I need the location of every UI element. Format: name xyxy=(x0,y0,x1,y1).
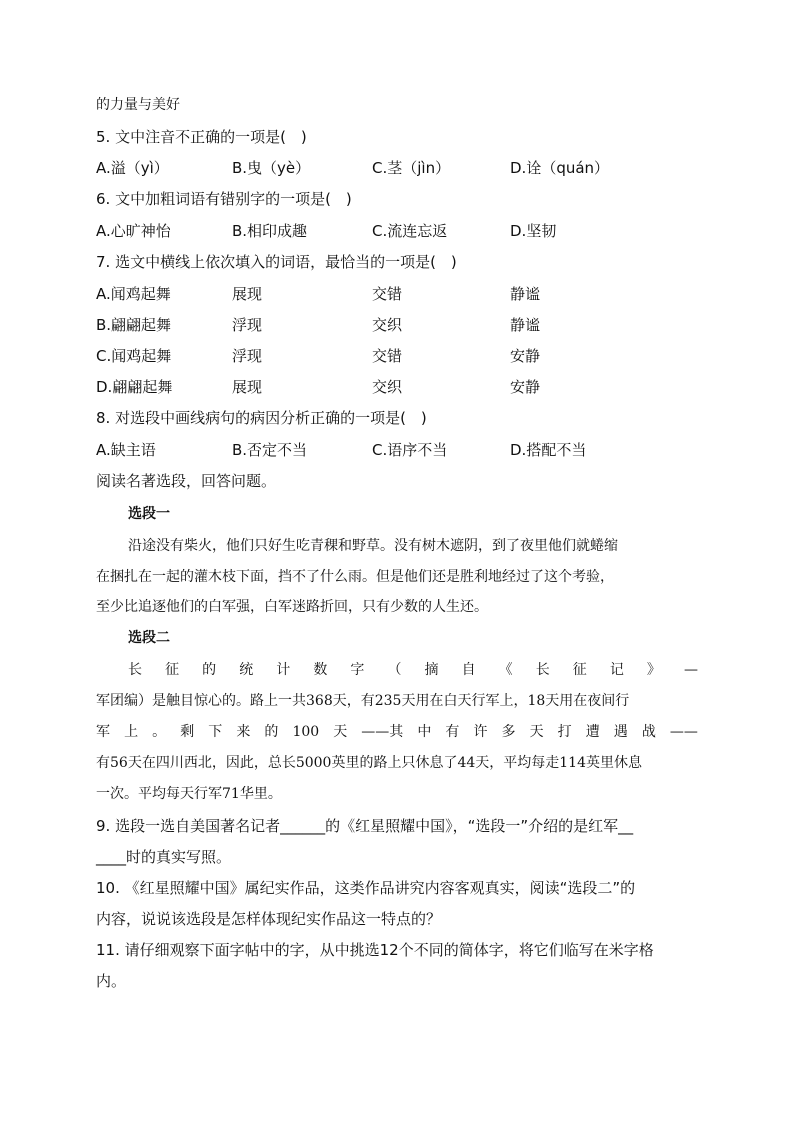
text-char: 天 xyxy=(529,724,544,740)
q7-option-d-word-2: 交织 xyxy=(372,378,403,396)
excerpt-1-heading: 选段一 xyxy=(128,506,170,522)
text-char: 许 xyxy=(473,724,488,740)
q6-option-a: A.心旷神怡 xyxy=(96,222,171,240)
text-char: 军 xyxy=(96,724,110,740)
q5-option-a: A.溢（yì） xyxy=(96,159,169,177)
question-8-stem: 8. 对选段中画线病句的病因分析正确的一项是( ) xyxy=(96,409,427,427)
text-char: 天 xyxy=(333,724,348,740)
text-char: 来 xyxy=(236,724,251,740)
text-char: 下 xyxy=(208,724,223,740)
question-9-line-2: ____时的真实写照。 xyxy=(96,848,232,866)
text-char: 数 xyxy=(313,662,328,678)
question-5-stem: 5. 文中注音不正确的一项是( ) xyxy=(96,128,307,146)
text-char: 剩 xyxy=(180,724,195,740)
q7-option-a: A.闻鸡起舞 xyxy=(96,285,171,303)
text-char: 长 xyxy=(535,662,550,678)
excerpt-2-line-4: 有56天在四川西北，因此，总长5000英里的路上只休息了44天，平均每走114英里休息 xyxy=(96,755,642,771)
text-char: 上 xyxy=(124,724,139,740)
excerpt-1-line: 在捆扎在一起的灌木枝下面，挡不了什么雨。但是他们还是胜利地经过了这个考验， xyxy=(96,569,614,585)
text-char: 100 xyxy=(292,724,320,740)
q7-option-d: D.翩翩起舞 xyxy=(96,378,173,396)
q8-option-b: B.否定不当 xyxy=(232,441,308,459)
text-char: — xyxy=(683,662,698,678)
question-6-stem: 6. 文中加粗词语有错别字的一项是( ) xyxy=(96,190,352,208)
text-char: 征 xyxy=(572,662,587,678)
q7-option-c-word-2: 交错 xyxy=(372,347,403,365)
q7-option-c: C.闻鸡起舞 xyxy=(96,347,172,365)
text-char: 字 xyxy=(350,662,365,678)
q7-option-b-word-1: 浮现 xyxy=(232,316,263,334)
q7-option-a-word-1: 展现 xyxy=(232,285,263,303)
excerpt-2-heading: 选段二 xyxy=(128,630,170,646)
q5-option-d: D.诠（quán） xyxy=(510,159,610,177)
q7-option-b-word-3: 静谧 xyxy=(510,316,541,334)
q7-option-b-word-2: 交织 xyxy=(372,316,403,334)
q8-option-a: A.缺主语 xyxy=(96,441,156,459)
excerpt-2-line-1 xyxy=(128,659,698,681)
text-char: 遇 xyxy=(613,724,628,740)
q7-option-d-word-1: 展现 xyxy=(232,378,263,396)
question-10-line-1: 10. 《红星照耀中国》属纪实作品，这类作品讲究内容客观真实，阅读“选段二”的 xyxy=(96,879,636,897)
q6-option-b: B.相印成趣 xyxy=(232,222,308,240)
text-char: 有 xyxy=(445,724,460,740)
reading-instruction: 阅读名著选段，回答问题。 xyxy=(96,472,277,490)
q8-option-c: C.语序不当 xyxy=(372,441,448,459)
excerpt-2-line-5: 一次。平均每天行军71华里。 xyxy=(96,786,282,802)
q6-option-c: C.流连忘返 xyxy=(372,222,448,240)
excerpt-2-line-2: 军团编）是触目惊心的。路上一共368天，有235天用在白天行军上，18天用在夜间行 xyxy=(96,693,630,709)
text-char: —— xyxy=(669,724,698,740)
q7-option-c-word-1: 浮现 xyxy=(232,347,263,365)
text-char: 中 xyxy=(417,724,432,740)
text-char: 征 xyxy=(165,662,180,678)
excerpt-1-line: 沿途没有柴火，他们只好生吃青稞和野草。没有树木遮阴，到了夜里他们就蜷缩 xyxy=(128,538,618,554)
q7-option-a-word-3: 静谧 xyxy=(510,285,541,303)
text-char: 《 xyxy=(498,662,513,678)
question-10-line-2: 内容，说说该选段是怎样体现纪实作品这一特点的？ xyxy=(96,910,442,928)
excerpt-1-line: 至少比追逐他们的白军强，白军迷路折回，只有少数的人生还。 xyxy=(96,599,488,615)
text-char: 》 xyxy=(646,662,661,678)
q7-option-c-word-3: 安静 xyxy=(510,347,541,365)
text-char: 的 xyxy=(264,724,279,740)
text-char: 统 xyxy=(239,662,254,678)
text-char: 。 xyxy=(152,724,167,740)
text-char: 自 xyxy=(461,662,476,678)
question-11-line-1: 11. 请仔细观察下面字帖中的字，从中挑选12个不同的简体字，将它们临写在米字格 xyxy=(96,941,654,959)
text-char: 战 xyxy=(641,724,656,740)
text-char: 长 xyxy=(128,662,142,678)
q5-option-c: C.茎（jìn） xyxy=(372,159,451,177)
q5-option-b: B.曳（yè） xyxy=(232,159,311,177)
q8-option-d: D.搭配不当 xyxy=(510,441,587,459)
question-7-stem: 7. 选文中横线上依次填入的词语，最恰当的一项是( ) xyxy=(96,253,457,271)
continuation-line: 的力量与美好 xyxy=(96,97,180,113)
question-9-line-1: 9. 选段一选自美国著名记者______的《红星照耀中国》，“选段一”介绍的是红军__ xyxy=(96,817,634,835)
text-char: 的 xyxy=(202,662,217,678)
text-char: 摘 xyxy=(424,662,439,678)
excerpt-2-line-3 xyxy=(96,721,698,743)
q7-option-d-word-3: 安静 xyxy=(510,378,541,396)
text-char: 记 xyxy=(609,662,624,678)
text-char: 遭 xyxy=(585,724,600,740)
q6-option-d: D.坚韧 xyxy=(510,222,557,240)
text-char: （ xyxy=(387,662,402,678)
q7-option-b: B.翩翩起舞 xyxy=(96,316,172,334)
text-char: ——其 xyxy=(361,724,404,740)
question-11-line-2: 内。 xyxy=(96,972,127,990)
text-char: 多 xyxy=(501,724,516,740)
q7-option-a-word-2: 交错 xyxy=(372,285,403,303)
text-char: 计 xyxy=(276,662,291,678)
text-char: 打 xyxy=(557,724,572,740)
